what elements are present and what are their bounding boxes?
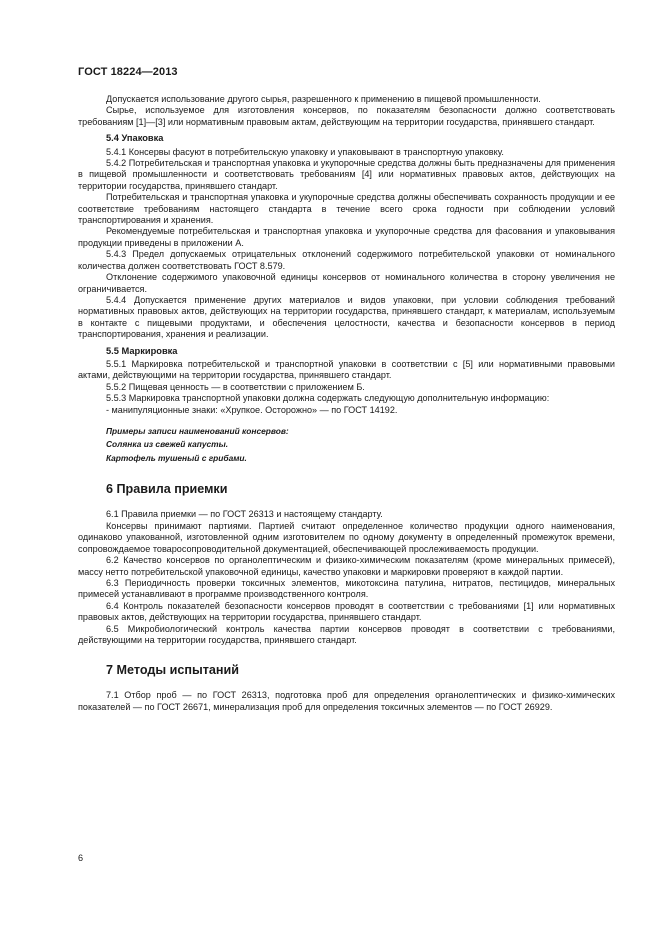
example-item: Картофель тушеный с грибами. [106,452,247,463]
paragraph: Допускается использование другого сырья, разрешенного к применению в пищевой промышленности. [106,94,541,104]
example-item: Солянка из свежей капусты. [106,439,229,450]
paragraph: 5.5.2 Пищевая ценность — в соответствии с приложением Б. [106,381,365,392]
paragraph: Сырье, используемое для изготовления консервов, по показателям безопасности должно соответствовать требованиям [1]—[3] или нормативным правовым актам, действующим на территории государства, принявшего стандарт. [78,105,615,127]
page-number: 6 [78,853,84,863]
document-body [78,94,615,713]
paragraph: 5.4.4 Допускается применение других материалов и видов упаковки, при условии соблюдения требований нормативных правовых актов, действующих на территории государства, принявшего стандарт, к материалам, используемым в контакте с пищевыми продуктами, и обеспечения целостности, качества и безопасности консервов в период транспортирования, хранения и реализации. [78,294,615,340]
paragraph: 6.2 Качество консервов по органолептическим и физико-химическим показателям (кроме минеральных примесей), массу нетто потребительской упаковочной единицы, качество упаковки и маркировки проверяют в каждой партии. [78,555,615,577]
paragraph: Потребительская и транспортная упаковка и укупорочные средства должны обеспечивать сохранность продукции и ее соответствие требованиям настоящего стандарта в течение всего срока годности при соблюдении условий транспортирования и хранения. [78,192,615,226]
paragraph: 5.4.1 Консервы фасуют в потребительскую упаковку и упаковывают в транспортную упаковку. [106,146,504,157]
section-heading-7: 7 Методы испытаний [106,663,239,678]
paragraph: 6.5 Микробиологический контроль качества партии консервов проводят в соответствии с требованиями, действующими на территории государства, принявшего стандарт. [78,623,615,645]
section-heading-5-5: 5.5 Маркировка [106,345,178,356]
examples-block [78,425,615,466]
paragraph: 6.1 Правила приемки — по ГОСТ 26313 и настоящему стандарту. [106,509,383,520]
paragraph: 6.3 Периодичность проверки токсичных элементов, микотоксина патулина, нитратов, пестицидов, минеральных примесей устанавливают в программе производственного контроля. [78,577,615,600]
document-header: ГОСТ 18224—2013 [78,66,178,78]
paragraph: Рекомендуемые потребительская и транспортная упаковка и укупорочные средства для фасования и упаковывания продукции приведены в приложении А. [78,226,615,248]
example-title: Примеры записи наименований консервов: [106,425,289,436]
paragraph: 5.5.1 Маркировка потребительской и транспортной упаковки в соответствии с [5] или нормативными правовыми актами, действующими на территории государства, принявшего стандарт. [78,358,615,381]
section-heading-6: 6 Правила приемки [106,482,228,497]
paragraph: 7.1 Отбор проб — по ГОСТ 26313, подготовка проб для определения органолептических и физико-химических показателей — по ГОСТ 26671, минерализация проб для определения токсичных элементов — по ГОСТ 26929. [78,690,615,712]
paragraph: 5.5.3 Маркировка транспортной упаковки должна содержать следующую дополнительную информацию: [106,393,550,404]
paragraph: 6.4 Контроль показателей безопасности консервов проводят в соответствии с требованиями [1] или нормативных правовых актов, действующих на территории государства, принявшего стандарт. [78,600,615,623]
section-heading-5-4: 5.4 Упаковка [106,133,164,144]
paragraph: 5.4.3 Предел допускаемых отрицательных отклонений содержимого потребительской упаковки от номинального количества должен соответствовать ГОСТ 8.579. [78,249,615,271]
paragraph: Отклонение содержимого упаковочной единицы консервов от номинального количества в сторону увеличения не ограничивается. [78,272,615,294]
paragraph: 5.4.2 Потребительская и транспортная упаковка и укупорочные средства должны быть предназначены для применения в пищевой промышленности и соответствовать требованиям [4] или нормативных правовых актов, действующих на территории государства, принявшего стандарт. [78,158,615,191]
paragraph: - манипуляционные знаки: «Хрупкое. Осторожно» — по ГОСТ 14192. [106,404,398,415]
paragraph: Консервы принимают партиями. Партией считают определенное количество продукции одного наименования, одинаково упакованной, изготовленной одним изготовителем по одному документу в определенный промежуток времени, сопровождаемое товаросопроводительной документацией, обеспечивающей прослеживаемость продукции. [78,520,615,554]
